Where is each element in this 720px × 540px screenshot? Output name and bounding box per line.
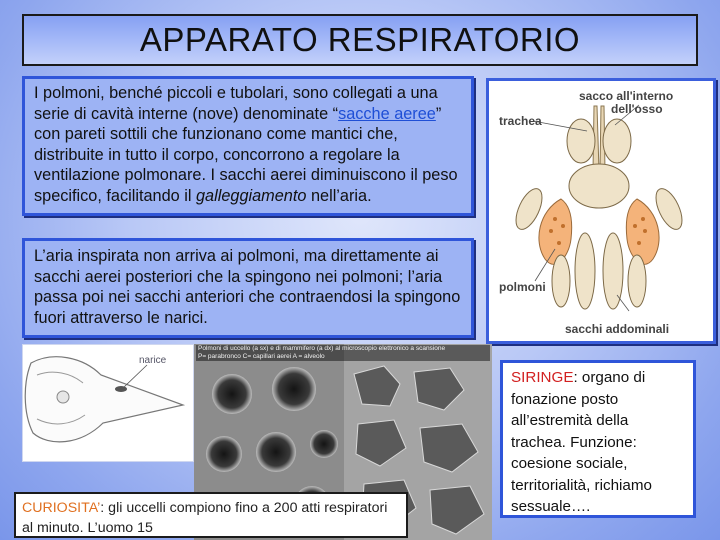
respiratory-diagram-illustration: [489, 81, 713, 341]
narice-label: narice: [139, 355, 167, 366]
beak-drawing: [23, 345, 193, 461]
microscope-caption-line2: P= parabronco C= capillari aerei A = alveolo: [198, 353, 325, 360]
sacche-aeree-link[interactable]: sacche aeree: [338, 104, 436, 123]
curiosita-text: : gli uccelli compiono fino a 200 atti respiratori al minuto. L’uomo 15: [22, 500, 388, 536]
label-sacchi-addominali: sacchi addominali: [565, 322, 670, 336]
air-sacs-paragraph: [22, 76, 474, 216]
label-polmoni: polmoni: [499, 280, 546, 294]
label-sacco: sacco all'interno: [579, 89, 674, 103]
microscope-caption-line1: Polmoni di uccello (a sx) e di mammifero (a dx) al microscopio elettronico a scansione: [198, 345, 446, 352]
label-trachea: trachea: [499, 114, 542, 128]
para2-text: L’aria inspirata non arriva ai polmoni, ma direttamente ai sacchi aerei posteriori che la spingono nei polmoni; l’aria passa poi nei sacchi anteriori che contraendosi la spingono fuori attraverso le narici.: [34, 247, 461, 327]
para1-text-middle: ” con pareti sottili che funzionano come mantici che, distribuite in tutto il corpo, concorrono a regolare la ventilazione polmonare. I sacchi aerei diminuiscono il peso specifico, facilitando il: [34, 104, 458, 205]
respiratory-diagram: [486, 78, 716, 344]
microscope-caption: [196, 345, 490, 361]
curiosita-heading: CURIOSITA’: [22, 500, 101, 516]
siringe-heading: SIRINGE: [511, 369, 574, 386]
beak-illustration: [22, 344, 194, 462]
title-box: [22, 14, 698, 66]
curiosita-box: [14, 492, 408, 538]
para1-text-start: I polmoni, benché piccoli e tubolari, sono collegati a una serie di cavità interne (nove) denominate “: [34, 84, 438, 123]
slide-title: APPARATO RESPIRATORIO: [139, 21, 581, 58]
para1-text-end: nell’aria.: [306, 186, 372, 205]
siringe-box: [500, 360, 696, 518]
label-osso: dell'osso: [611, 102, 663, 116]
siringe-text: : organo di fonazione posto all’estremità della trachea. Funzione: coesione sociale, territorialità, richiamo sessuale….: [511, 369, 652, 515]
galleggiamento-term: galleggiamento: [196, 186, 307, 205]
airflow-paragraph: [22, 238, 474, 338]
